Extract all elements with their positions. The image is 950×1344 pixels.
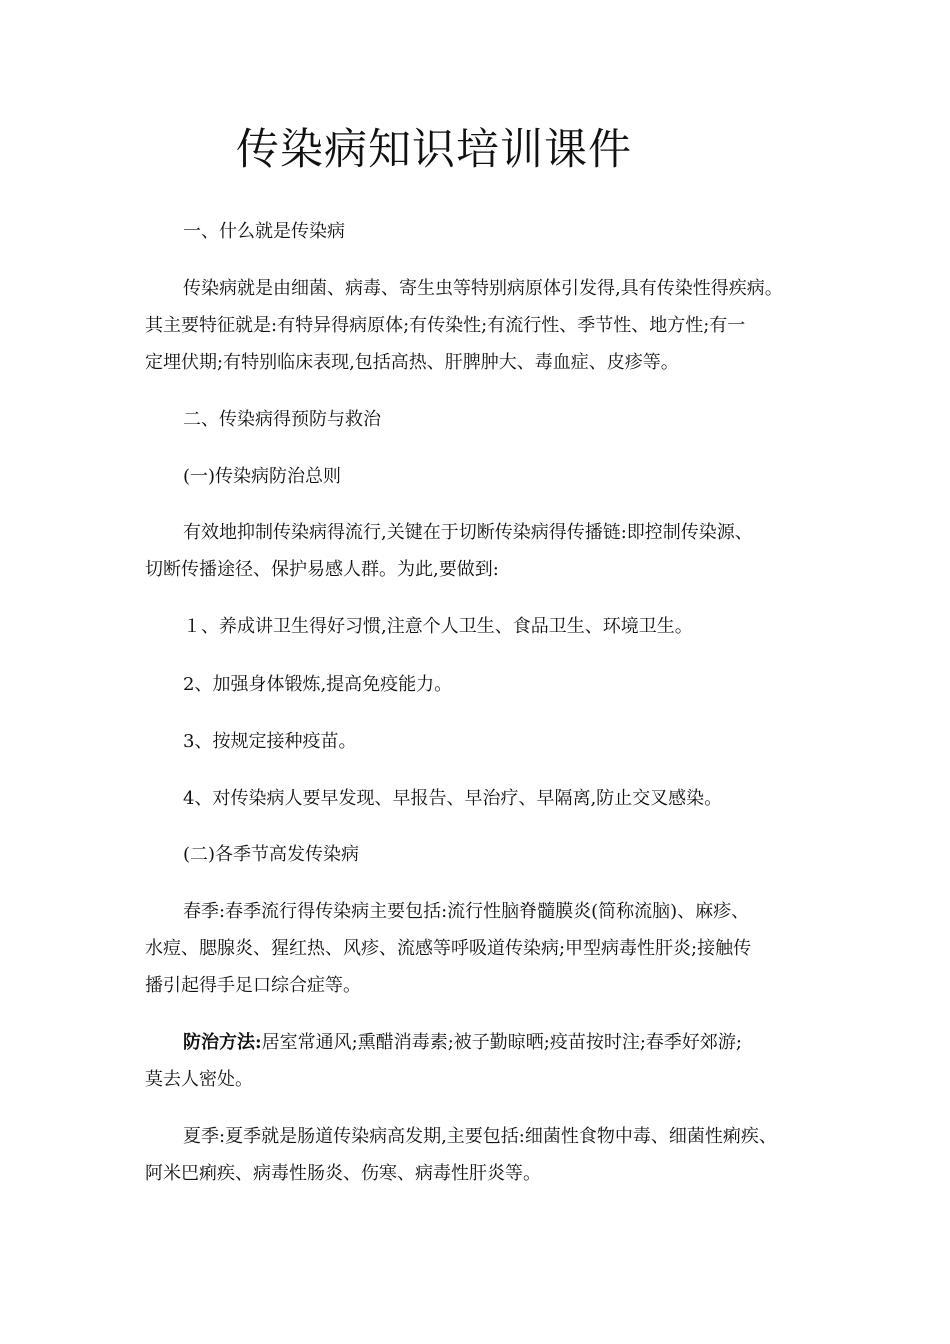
subsection1-paragraph: 有效地抑制传染病得流行,关键在于切断传染病得传播链:即控制传染源、 切断传播途径、保护易感人群。为此,要做到: xyxy=(145,522,753,580)
section1-heading: 一、什么就是传染病 xyxy=(183,221,345,242)
section2-heading: 二、传染病得预防与救治 xyxy=(183,409,381,430)
spring-paragraph: 春季:春季流行得传染病主要包括:流行性脑脊髓膜炎(简称流脑)、麻疹、 水痘、腮腺炎、猩红热、风疹、流感等呼吸道传染病;甲型病毒性肝炎;接触传 播引起得手足口综合症等。 xyxy=(145,901,752,996)
list-item: 2、加强身体锻炼,提高免疫能力。 xyxy=(183,674,453,695)
summer-paragraph: 夏季:夏季就是肠道传染病高发期,主要包括:细菌性食物中毒、细菌性痢疾、 阿米巴痢疾、病毒性肠炎、伤寒、病毒性肝炎等。 xyxy=(145,1126,777,1184)
subsection2-heading: (二)各季节高发传染病 xyxy=(183,844,360,865)
subsection1-heading: (一)传染病防治总则 xyxy=(183,466,342,487)
section1-paragraph: 传染病就是由细菌、病毒、寄生虫等特别病原体引发得,具有传染性得疾病。 其主要特征就是:有特异得病原体;有传染性;有流行性、季节性、地方性;有一 定埋伏期;有特别临床表现,包括高热、肝脾肿大、毒血症、皮疹等。 xyxy=(145,278,783,373)
list-item: 3、按规定接种疫苗。 xyxy=(183,731,357,752)
prevention-label: 防治方法: xyxy=(183,1032,262,1053)
document-title: 传染病知识培训课件 xyxy=(236,125,632,175)
list-item: １、养成讲卫生得好习惯,注意个人卫生、食品卫生、环境卫生。 xyxy=(183,616,693,637)
prevention-text: 居室常通风;熏醋消毒素;被子勤晾晒;疫苗按时注;春季好郊游; xyxy=(261,1032,742,1053)
prevention-paragraph: 防治方法:居室常通风;熏醋消毒素;被子勤晾晒;疫苗按时注;春季好郊游; 莫去人密处。 xyxy=(145,1032,742,1090)
list-item: 4、对传染病人要早发现、早报告、早治疗、早隔离,防止交叉感染。 xyxy=(183,788,723,809)
